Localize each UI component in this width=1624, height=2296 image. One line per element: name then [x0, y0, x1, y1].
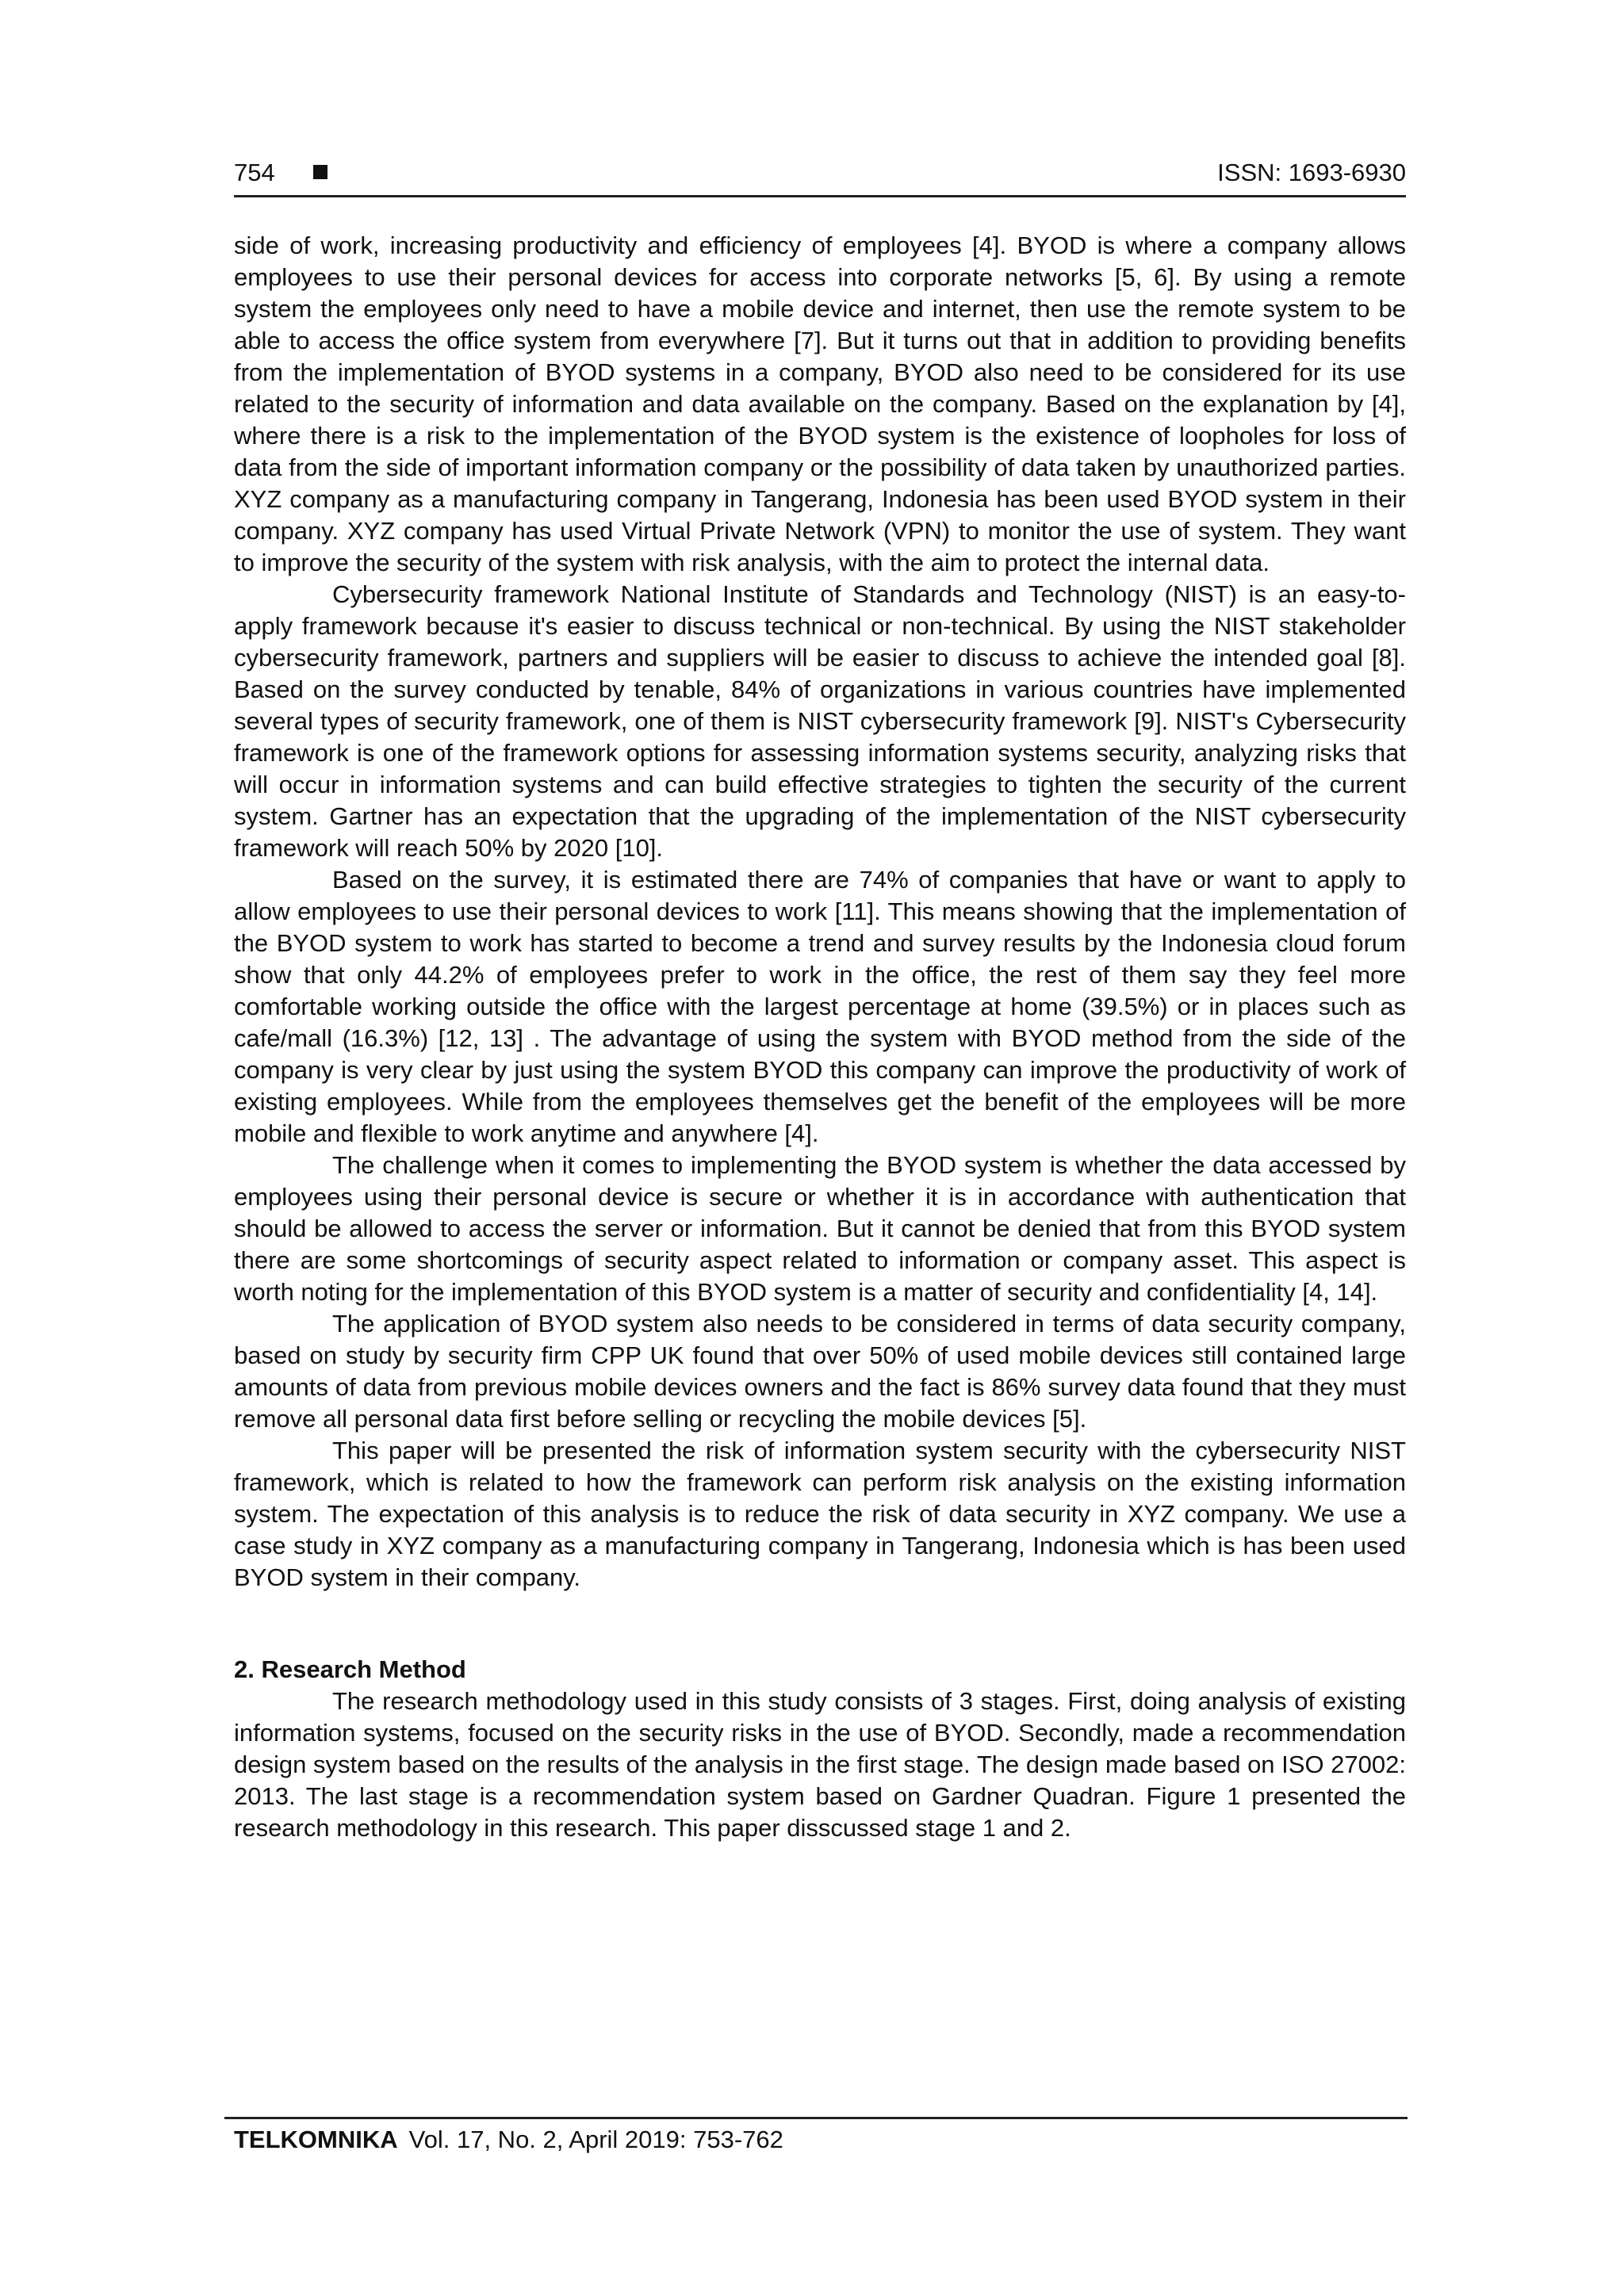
footer-divider — [224, 2117, 1408, 2119]
paragraph-nist: Cybersecurity framework National Institute of Standards and Technology (NIST) is an easy-to-apply framework because it's easier to discuss technical or non-technical. By using the NIST stakeholder cybersecurity framework, partners and suppliers will be easier to discuss to achieve the intended goal [8]. Based on the survey conducted by tenable, 84% of organizations in various countries have implemented several types of security framework, one of them is NIST cybersecurity framework [9]. NIST's Cybersecurity framework is one of the framework options for assessing information systems security, analyzing risks that will occur in information systems and can build effective strategies to tighten the security of the current system. Gartner has an expectation that the upgrading of the implementation of the NIST cybersecurity framework will reach 50% by 2020 [10]. — [234, 580, 1406, 862]
page-number: 754 — [234, 159, 275, 186]
journal-citation: Vol. 17, No. 2, April 2019: 753-762 — [408, 2126, 783, 2153]
paragraph-challenge: The challenge when it comes to implementing the BYOD system is whether the data accessed by employees using their personal device is secure or whether it is in accordance with authentication that should be allowed to access the server or information. But it cannot be denied that from this BYOD system there are some shortcomings of security aspect related to information or company asset. This aspect is worth noting for the implementation of this BYOD system is a matter of security and confidentiality [4, 14]. — [234, 1151, 1406, 1306]
body-text — [234, 230, 1406, 1844]
paragraph-survey: Based on the survey, it is estimated there are 74% of companies that have or want to apply to allow employees to use their personal devices to work [11]. This means showing that the implementation of the BYOD system to work has started to become a trend and survey results by the Indonesia cloud forum show that only 44.2% of employees prefer to work in the office, the rest of them say they feel more comfortable working outside the office with the largest percentage at home (39.5%) or in places such as cafe/mall (16.3%) [12, 13] . The advantage of using the system with BYOD method from the side of the company is very clear by just using the system BYOD this company can improve the productivity of work of existing employees. While from the employees themselves get the benefit of the employees will be more mobile and flexible to work anytime and anywhere [4]. — [234, 866, 1406, 1147]
paragraph-paper-purpose: This paper will be presented the risk of information system security with the cybersecurity NIST framework, which is related to how the framework can perform risk analysis on the existing information system. The expectation of this analysis is to reduce the risk of data security in XYZ company. We use a case study in XYZ company as a manufacturing company in Tangerang, Indonesia which is has been used BYOD system in their company. — [234, 1437, 1406, 1591]
journal-name: TELKOMNIKA — [234, 2126, 398, 2153]
paragraph-research-method: The research methodology used in this study consists of 3 stages. First, doing analysis of existing information systems, focused on the security risks in the use of BYOD. Secondly, made a recommendation design system based on the results of the analysis in the first stage. The design made based on ISO 27002: 2013. The last stage is a recommendation system based on Gardner Quadran. Figure 1 presented the research methodology in this research. This paper disscussed stage 1 and 2. — [234, 1687, 1406, 1842]
paragraph-data-security: The application of BYOD system also needs to be considered in terms of data security company, based on study by security firm CPP UK found that over 50% of used mobile devices still contained large amounts of data from previous mobile devices owners and the fact is 86% survey data found that they must remove all personal data first before selling or recycling the mobile devices [5]. — [234, 1310, 1406, 1433]
square-bullet-icon — [313, 165, 327, 179]
section-heading-research-method: 2. Research Method — [234, 1655, 466, 1683]
page-header — [234, 155, 1406, 197]
paragraph-intro-continued: side of work, increasing productivity and efficiency of employees [4]. BYOD is where a company allows employees to use their personal devices for access into corporate networks [5, 6]. By using a remote system the employees only need to have a mobile device and internet, then use the remote system to be able to access the office system from everywhere [7]. But it turns out that in addition to providing benefits from the implementation of BYOD systems in a company, BYOD also need to be considered for its use related to the security of information and data available on the company. Based on the explanation by [4], where there is a risk to the implementation of the BYOD system is the existence of loopholes for loss of data from the side of important information company or the possibility of data taken by unauthorized parties. XYZ company as a manufacturing company in Tangerang, Indonesia has been used BYOD system in their company. XYZ company has used Virtual Private Network (VPN) to monitor the use of system. They want to improve the security of the system with risk analysis, with the aim to protect the internal data. — [234, 232, 1406, 576]
issn-label: ISSN: 1693-6930 — [1217, 159, 1406, 186]
page-footer — [234, 2124, 783, 2156]
